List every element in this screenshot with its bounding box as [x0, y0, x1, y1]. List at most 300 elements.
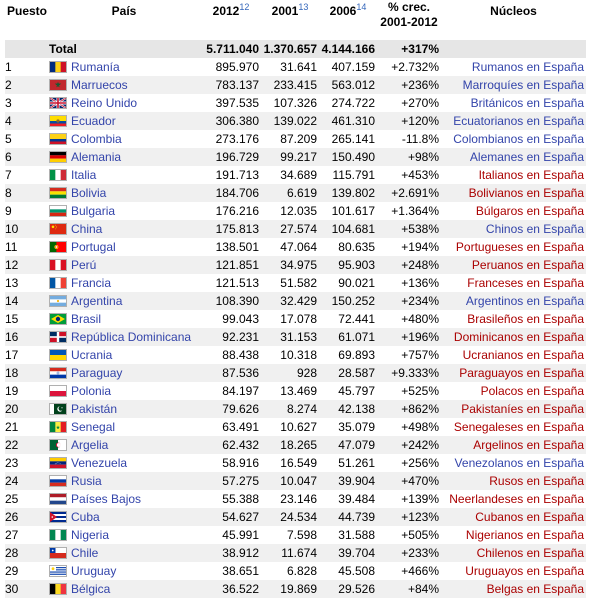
table-row: [5, 274, 586, 292]
peru-flag-icon: [49, 259, 67, 271]
country-link[interactable]: Ecuador: [71, 114, 116, 128]
table-row: [5, 364, 586, 382]
table-row: [5, 292, 586, 310]
rank-cell: 9: [5, 204, 12, 218]
value-2012: 79.626: [201, 400, 261, 418]
value-2012: 38.651: [222, 564, 259, 578]
growth-percent: +256%: [401, 456, 439, 470]
country-cell: [47, 112, 201, 130]
column-header-2006[interactable]: [319, 0, 377, 40]
nucleo-link[interactable]: Venezolanos en España: [454, 456, 584, 470]
bulgaria-flag-icon: [49, 205, 67, 217]
value-2001: 233.415: [261, 76, 319, 94]
nucleo-cell: [441, 508, 586, 526]
value-2006: 29.526: [319, 580, 377, 598]
nucleo-link[interactable]: Colombianos en España: [453, 132, 584, 146]
nucleo-cell: [441, 328, 586, 346]
value-2012: 84.197: [222, 384, 259, 398]
country-cell: [47, 418, 201, 436]
country-link[interactable]: Cuba: [71, 510, 100, 524]
value-2012: 175.813: [201, 220, 261, 238]
nucleo-cell: [441, 202, 586, 220]
header-row: [5, 0, 586, 40]
growth-percent: +236%: [377, 76, 441, 94]
table-row: [5, 256, 586, 274]
uruguay-flag-icon: [49, 565, 67, 577]
value-2012: 397.535: [215, 96, 259, 110]
rank-cell: 15: [5, 312, 19, 326]
country-link[interactable]: Uruguay: [71, 564, 117, 578]
nucleo-link[interactable]: Peruanos en España: [471, 258, 584, 272]
value-2001: 10.627: [280, 420, 317, 434]
country-link[interactable]: Nigeria: [71, 528, 110, 542]
table-row: [5, 148, 586, 166]
value-2006: 39.904: [319, 472, 377, 490]
country-cell: [47, 436, 201, 454]
value-2001: 17.078: [280, 312, 317, 326]
value-2006: 274.722: [331, 96, 375, 110]
nucleo-link[interactable]: Nigerianos en España: [465, 528, 584, 542]
value-2012: 63.491: [222, 420, 259, 434]
paraguay-flag-icon: [49, 367, 67, 379]
rank-cell: 6: [5, 148, 47, 166]
country-link[interactable]: Ucrania: [71, 348, 113, 362]
value-2006: 45.797: [338, 384, 375, 398]
table-row: [5, 544, 586, 562]
value-2006: 80.635: [338, 240, 375, 254]
nucleo-link[interactable]: Ucranianos en España: [462, 348, 584, 362]
united-kingdom-flag-icon: [49, 97, 67, 109]
table-row: [5, 526, 586, 544]
value-2006: 90.021: [338, 276, 375, 290]
country-cell: [47, 256, 201, 274]
rank-cell: 17: [5, 348, 19, 362]
growth-percent: +538%: [377, 220, 441, 238]
value-2006: 31.588: [338, 528, 375, 542]
rank-cell: 30: [5, 580, 47, 598]
country-cell: [47, 346, 201, 364]
column-header-2001[interactable]: [261, 0, 319, 40]
rank-cell: 5: [5, 132, 12, 146]
country-cell: [47, 544, 201, 562]
country-cell: [47, 310, 201, 328]
nucleo-link[interactable]: Belgas en España: [486, 582, 584, 596]
growth-percent: +525%: [401, 384, 439, 398]
nucleo-cell: [441, 130, 586, 148]
value-2006: 104.681: [319, 220, 377, 238]
venezuela-flag-icon: [49, 457, 67, 469]
rank-cell: 12: [5, 256, 47, 274]
country-link[interactable]: Polonia: [71, 384, 112, 398]
value-2012: 87.536: [201, 364, 261, 382]
country-link[interactable]: Perú: [71, 258, 97, 272]
rank-cell: 19: [5, 384, 19, 398]
growth-percent: +2.691%: [377, 184, 441, 202]
rank-cell: 18: [5, 364, 47, 382]
total-2012: 5.711.040: [201, 40, 261, 58]
country-link[interactable]: China: [71, 222, 103, 236]
nucleo-cell: [441, 220, 586, 238]
country-link[interactable]: Francia: [71, 276, 112, 290]
value-2012: 38.912: [201, 544, 261, 562]
rank-cell: 11: [5, 240, 18, 254]
growth-percent: +1.364%: [391, 204, 439, 218]
country-link[interactable]: Senegal: [71, 420, 116, 434]
column-header-2012[interactable]: [201, 0, 261, 40]
country-cell: [47, 526, 201, 544]
growth-percent: +498%: [401, 420, 439, 434]
algeria-flag-icon: [49, 439, 67, 451]
nucleo-link[interactable]: Cubanos en España: [475, 510, 584, 524]
cuba-flag-icon: [49, 511, 67, 523]
nucleo-link[interactable]: Ecuatorianos en España: [453, 114, 584, 128]
growth-percent: -11.8%: [401, 132, 439, 146]
china-flag-icon: [49, 223, 67, 235]
nucleo-cell: [441, 292, 586, 310]
nucleo-link[interactable]: Senegaleses en España: [453, 420, 584, 434]
nucleo-cell: [441, 94, 586, 112]
nucleo-link[interactable]: Pakistaníes en España: [461, 402, 584, 416]
value-2001: 6.828: [286, 564, 317, 578]
nucleo-cell: [441, 436, 586, 454]
nucleo-cell: [441, 454, 586, 472]
column-header-growth-line1: % crec.: [387, 0, 431, 14]
dominican-republic-flag-icon: [49, 331, 67, 343]
column-header-nucleos[interactable]: Núcleos: [490, 4, 537, 18]
value-2012: 191.713: [215, 168, 259, 182]
table-row: [5, 310, 586, 328]
value-2001: 10.318: [280, 348, 317, 362]
column-header-puesto[interactable]: Puesto: [7, 4, 48, 18]
growth-percent: +9.333%: [377, 364, 441, 382]
nucleo-link[interactable]: Argelinos en España: [473, 438, 584, 452]
country-cell: [47, 292, 201, 310]
value-2012: 54.627: [201, 508, 261, 526]
table-row: [5, 436, 586, 454]
value-2012: 108.390: [201, 292, 261, 310]
growth-percent: +248%: [377, 256, 441, 274]
netherlands-flag-icon: [49, 493, 67, 505]
rank-cell: 27: [5, 528, 19, 542]
nucleo-cell: [441, 184, 586, 202]
nucleo-cell: [441, 490, 586, 508]
rank-cell: 20: [5, 400, 47, 418]
nucleo-cell: [441, 364, 586, 382]
column-header-growth-line2: 2001-2012: [380, 15, 438, 29]
nucleo-link[interactable]: Polacos en España: [480, 384, 584, 398]
table-row: [5, 94, 586, 112]
table-row: [5, 166, 586, 184]
belgium-flag-icon: [49, 583, 67, 595]
country-link[interactable]: Italia: [71, 168, 97, 182]
value-2012: 138.501: [215, 240, 259, 254]
nucleo-link[interactable]: Chilenos en España: [476, 546, 584, 560]
table-row: [5, 112, 586, 130]
value-2001: 23.146: [280, 492, 317, 506]
country-link[interactable]: Colombia: [71, 132, 122, 146]
country-cell: [47, 472, 201, 490]
country-cell: [47, 94, 201, 112]
rank-cell: 25: [5, 492, 19, 506]
growth-percent: +139%: [401, 492, 439, 506]
rank-cell: 2: [5, 76, 47, 94]
growth-percent: +98%: [377, 148, 441, 166]
value-2012: 88.438: [222, 348, 259, 362]
growth-percent: +233%: [377, 544, 441, 562]
nucleo-link[interactable]: Marroquíes en España: [462, 78, 584, 92]
value-2001: 27.574: [261, 220, 319, 238]
nigeria-flag-icon: [49, 529, 67, 541]
value-2006: 39.704: [319, 544, 377, 562]
nucleo-link[interactable]: Rusos en España: [489, 474, 584, 488]
country-link[interactable]: Brasil: [71, 312, 102, 326]
country-link[interactable]: Países Bajos: [71, 492, 142, 506]
nucleo-cell: [441, 148, 586, 166]
value-2006: 461.310: [319, 112, 377, 130]
value-2001: 18.265: [261, 436, 319, 454]
rank-cell: 13: [5, 276, 19, 290]
rank-cell: 7: [5, 168, 12, 182]
growth-percent: +505%: [401, 528, 439, 542]
value-2012: 184.706: [201, 184, 261, 202]
value-2012: 121.851: [201, 256, 261, 274]
reference-link[interactable]: 12: [239, 2, 250, 12]
country-link[interactable]: Alemania: [71, 150, 122, 164]
growth-percent: +196%: [377, 328, 441, 346]
value-2012: 55.388: [222, 492, 259, 506]
table-row: [5, 472, 586, 490]
table-row: [5, 220, 586, 238]
rank-cell: 16: [5, 328, 47, 346]
value-2006: 72.441: [338, 312, 375, 326]
country-cell: [47, 580, 201, 598]
italy-flag-icon: [49, 169, 67, 181]
nucleo-link[interactable]: Franceses en España: [467, 276, 584, 290]
country-cell: [47, 166, 201, 184]
nucleo-cell: [441, 400, 586, 418]
growth-percent: +2.732%: [391, 60, 439, 74]
growth-percent: +136%: [401, 276, 439, 290]
value-2001: 11.674: [261, 544, 319, 562]
nucleo-cell: [441, 418, 586, 436]
rank-cell: 3: [5, 96, 12, 110]
nucleo-link[interactable]: Alemanes en España: [469, 150, 584, 164]
table-row: [5, 454, 586, 472]
value-2012: 895.970: [215, 60, 259, 74]
value-2001: 7.598: [286, 528, 317, 542]
growth-percent: +123%: [377, 508, 441, 526]
nucleo-cell: [441, 76, 586, 94]
nucleo-link[interactable]: Argentinos en España: [465, 294, 584, 308]
table-row: [5, 382, 586, 400]
value-2012: 99.043: [222, 312, 259, 326]
column-header-2001-label: 2001: [271, 4, 299, 18]
value-2001: 34.975: [261, 256, 319, 274]
reference-link[interactable]: 14: [356, 2, 367, 12]
rank-cell: 24: [5, 472, 47, 490]
nucleo-link[interactable]: Rumanos en España: [471, 60, 584, 74]
total-nucleo-cell: [441, 40, 586, 58]
value-2006: 44.739: [319, 508, 377, 526]
value-2001: 51.582: [280, 276, 317, 290]
nucleo-cell: [441, 580, 586, 598]
nucleo-cell: [441, 346, 586, 364]
country-cell: [47, 76, 201, 94]
table-row: [5, 76, 586, 94]
table-row: [5, 238, 586, 256]
table-row: [5, 562, 586, 580]
value-2006: 150.252: [319, 292, 377, 310]
nucleo-cell: [441, 238, 586, 256]
nucleo-link[interactable]: Brasileños en España: [467, 312, 584, 326]
total-growth: +317%: [377, 40, 441, 58]
column-header-growth[interactable]: [377, 0, 441, 40]
nucleo-link[interactable]: Dominicanos en España: [453, 330, 584, 344]
country-link[interactable]: Bélgica: [71, 582, 111, 596]
rank-cell: 23: [5, 456, 19, 470]
country-cell: [47, 328, 201, 346]
nucleo-link[interactable]: Chinos en España: [485, 222, 584, 236]
senegal-flag-icon: [49, 421, 67, 433]
growth-percent: +862%: [377, 400, 441, 418]
country-cell: [47, 562, 201, 580]
poland-flag-icon: [49, 385, 67, 397]
nucleo-link[interactable]: Búlgaros en España: [475, 204, 584, 218]
country-link[interactable]: Rusia: [71, 474, 102, 488]
country-link[interactable]: Argentina: [71, 294, 123, 308]
column-header-2006-label: 2006: [329, 4, 357, 18]
value-2001: 24.534: [261, 508, 319, 526]
ecuador-flag-icon: [49, 115, 67, 127]
rank-cell: 21: [5, 420, 19, 434]
rank-cell: 29: [5, 564, 19, 578]
growth-percent: +757%: [401, 348, 439, 362]
value-2006: 139.802: [319, 184, 377, 202]
nucleo-cell: [441, 310, 586, 328]
value-2001: 12.035: [280, 204, 317, 218]
value-2006: 47.079: [319, 436, 377, 454]
nucleo-link[interactable]: Italianos en España: [478, 168, 584, 182]
country-link[interactable]: Paraguay: [71, 366, 123, 380]
country-cell: [47, 364, 201, 382]
nucleo-link[interactable]: Paraguayos en España: [459, 366, 584, 380]
growth-percent: +270%: [401, 96, 439, 110]
nucleo-link[interactable]: Uruguayos en España: [465, 564, 584, 578]
country-cell: [47, 184, 201, 202]
russia-flag-icon: [49, 475, 67, 487]
country-link[interactable]: Argelia: [71, 438, 109, 452]
value-2012: 92.231: [201, 328, 261, 346]
portugal-flag-icon: [49, 241, 67, 253]
value-2012: 306.380: [201, 112, 261, 130]
country-link[interactable]: Reino Unido: [71, 96, 138, 110]
value-2001: 47.064: [280, 240, 317, 254]
country-cell: [47, 274, 201, 292]
value-2012: 45.991: [222, 528, 259, 542]
country-link[interactable]: Portugal: [71, 240, 116, 254]
nucleo-link[interactable]: Neerlandeses en España: [449, 492, 584, 506]
value-2012: 121.513: [215, 276, 259, 290]
total-row: [5, 40, 586, 58]
nucleo-link[interactable]: Portugueses en España: [455, 240, 584, 254]
value-2012: 273.176: [215, 132, 259, 146]
table-row: [5, 490, 586, 508]
country-link[interactable]: Marruecos: [71, 78, 128, 92]
value-2006: 51.261: [338, 456, 375, 470]
country-link[interactable]: Pakistán: [71, 402, 118, 416]
value-2006: 35.079: [338, 420, 375, 434]
country-link[interactable]: República Dominicana: [71, 330, 192, 344]
value-2001: 16.549: [280, 456, 317, 470]
rank-cell: 1: [5, 60, 12, 74]
country-link[interactable]: Venezuela: [71, 456, 128, 470]
nucleo-cell: [441, 544, 586, 562]
column-header-pais[interactable]: País: [111, 4, 137, 18]
morocco-flag-icon: [49, 79, 67, 91]
table-row: [5, 580, 586, 598]
value-2001: 13.469: [280, 384, 317, 398]
value-2006: 407.159: [331, 60, 375, 74]
rank-cell: 14: [5, 292, 47, 310]
growth-percent: +466%: [401, 564, 439, 578]
growth-percent: +242%: [377, 436, 441, 454]
value-2012: 783.137: [201, 76, 261, 94]
value-2006: 45.508: [338, 564, 375, 578]
value-2001: 31.153: [261, 328, 319, 346]
country-cell: [47, 490, 201, 508]
value-2006: 95.903: [319, 256, 377, 274]
country-link[interactable]: Bulgaria: [71, 204, 116, 218]
nucleo-cell: [441, 166, 586, 184]
growth-percent: +84%: [377, 580, 441, 598]
value-2006: 115.791: [332, 168, 375, 182]
pakistan-flag-icon: [49, 403, 67, 415]
value-2006: 265.141: [331, 132, 375, 146]
table-row: [5, 346, 586, 364]
colombia-flag-icon: [49, 133, 67, 145]
nucleo-link[interactable]: Bolivianos en España: [468, 186, 584, 200]
country-link[interactable]: Chile: [71, 546, 99, 560]
country-cell: [47, 148, 201, 166]
total-2001: 1.370.657: [261, 40, 319, 58]
value-2006: 61.071: [319, 328, 377, 346]
value-2012: 36.522: [201, 580, 261, 598]
growth-percent: +120%: [377, 112, 441, 130]
value-2006: 69.893: [338, 348, 375, 362]
growth-percent: +194%: [401, 240, 439, 254]
country-cell: [47, 400, 201, 418]
nucleo-link[interactable]: Británicos en España: [470, 96, 584, 110]
brazil-flag-icon: [49, 313, 67, 325]
rank-cell: 10: [5, 220, 47, 238]
total-2006: 4.144.166: [319, 40, 377, 58]
country-link[interactable]: Bolivia: [71, 186, 107, 200]
growth-percent: +470%: [377, 472, 441, 490]
value-2001: 6.619: [261, 184, 319, 202]
value-2006: 101.617: [331, 204, 375, 218]
value-2012: 58.916: [222, 456, 259, 470]
nucleo-cell: [441, 58, 586, 76]
value-2001: 19.869: [261, 580, 319, 598]
country-cell: [47, 130, 201, 148]
country-link[interactable]: Rumanía: [71, 60, 120, 74]
nucleo-cell: [441, 562, 586, 580]
total-label: Total: [47, 40, 201, 58]
rank-cell: 26: [5, 508, 47, 526]
table-row: [5, 184, 586, 202]
reference-link[interactable]: 13: [298, 2, 309, 12]
value-2001: 99.217: [261, 148, 319, 166]
